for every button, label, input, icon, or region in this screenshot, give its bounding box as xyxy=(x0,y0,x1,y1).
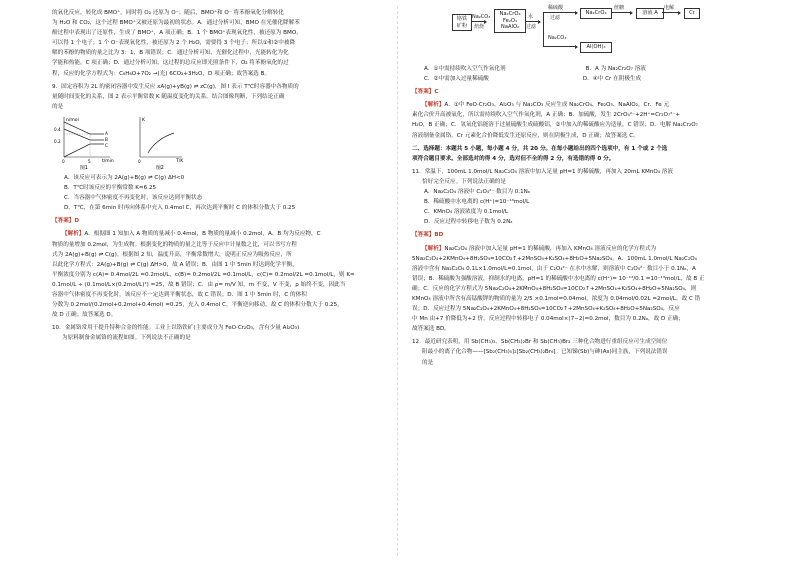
q11-jiexi-line: 确；C．反应的化学方程式为 5Na₂C₂O₄+2KMnO₄+8H₂SO₄=10CO₂↑+2MnSO₄+K₂SO₄+8H₂O+5Na₂SO₄，则 xyxy=(412,285,697,292)
q9-figures-svg xyxy=(52,113,202,171)
q10-jiexi-line xyxy=(412,100,750,110)
q9-option-d: D．T℃，在第 6min 时再向体系中充入 0.4mol C，再次达到平衡时 C 的体积分数大于 0.25 xyxy=(64,205,296,212)
q9-stem: 9．固定容积为 2L 的密闭容器中发生反应 xA(g)+yB(g) ⇌ zC(g)，图 I 表示 T℃时容器中各物质的 xyxy=(52,83,299,90)
q9-stem: 的是 xyxy=(52,103,64,110)
q9-answer: 【答案】D xyxy=(52,218,80,225)
q10-option-cd xyxy=(412,74,750,84)
fig1-y-label: n/mol xyxy=(66,117,79,123)
flow-arrow-2 xyxy=(526,21,540,22)
q9-figures xyxy=(52,113,388,171)
flow-step5: 电解 xyxy=(664,5,675,11)
q11-jiexi-line: KMnO₄ 溶液中所含有高锰酸钾的物质的量为 2/5 ×0.1mol=0.04mol，浓度为 0.04mol/0.02L =2mol/L，故 C 错 xyxy=(412,295,701,302)
q10-option-c: C．②中需加入过量稀硫酸 xyxy=(424,76,489,83)
q11-jiexi-label: 【解析】 xyxy=(422,245,445,252)
q9-option-c: C．当容器中气体密度不再变化时，该反应达到平衡状态 xyxy=(64,195,203,202)
q11-jiexi-line: 5Na₂C₂O₄+2KMnO₄+8H₂SO₄=10CO₂↑+2MnSO₄+K₂SO₄+8H₂O+5Na₂SO₄。A．100mL 1.0mol/L Na₂C₂O₄ xyxy=(412,255,697,262)
q11-jiexi-text: Na₂C₂O₄ 溶液中加入足量 pH=1 的稀硫酸，再加入 KMnO₄ 溶液反应的化学方程式为 xyxy=(444,245,657,252)
q11-jiexi-line: 中 Mn 由+7 价降低为+2 价，反应过程中转移电子 0.04mol×(7−2)=0.2mol，数目为 0.2Nₐ，故 D 正确； xyxy=(412,316,684,323)
q11-option-c: C．KMnO₄ 溶液浓度为 0.1mol/L xyxy=(424,209,509,216)
flow-mix-line: Fe₂O₃ xyxy=(502,17,518,24)
flow-final: Cr xyxy=(684,8,700,19)
fig1-tick-0.2: 0.2 xyxy=(54,138,61,144)
fig2-x-label: T/K xyxy=(176,158,184,164)
q11-stem: 恰好完全反应。下列说法正确的是 xyxy=(422,178,506,185)
figure-1 xyxy=(54,117,114,171)
q9-jiexi-label: 【解析】 xyxy=(62,231,85,238)
q9-jiexi-text: A．根据图 1 知加入 A 物质的量减小 0.4mol，B 物质的量减小 0.2mol，A、B 均为反应物，C xyxy=(84,231,321,238)
q9-jiexi-line: 平衡浓度分别为 c(A)= 0.4mol/2L =0.2mol/L，c(B)= 0.2mol/2L =0.1mol/L，c(C)= 0.2mol/2L =0.1mol/L，则 K= xyxy=(52,271,355,278)
flow-water: 水 xyxy=(528,14,534,20)
fig1-origin: 0 xyxy=(62,158,65,164)
right-column xyxy=(412,5,750,368)
fig2-caption: 图2 xyxy=(156,165,164,171)
q11-stem: 11．常温下，100mL 1.0mol/L Na₂C₂O₄ 溶液中加入足量 pH=1 的稀硫酸，再加入 20mL KMnO₄ 溶液 xyxy=(412,168,673,175)
q10-jiexi-line: 素化合价升高被氧化，所以需持续吹入空气作氧化剂，A 正确；B．加硫酸，发生 2CrO₄²⁻+2H⁺=Cr₂O₇²⁻+ xyxy=(412,112,681,119)
fig2-origin: 0 xyxy=(138,158,141,164)
flow-product1: Na₂CrO₄ xyxy=(580,8,612,19)
flow-filter: 过滤 xyxy=(526,24,537,30)
q9-jiexi-line: 容器中气体密度不再变化时，该反应不一定达到平衡状态，故 C 错误；D．图 1 中 5min 时，C 的体积 xyxy=(52,291,307,298)
fig1-label-C: C xyxy=(105,142,108,148)
q11-option-a: A．Na₂C₂O₄ 溶液中 C₂O₄²⁻ 数目为 0.1Nₐ xyxy=(424,189,531,196)
q10-option-ab xyxy=(412,64,750,74)
q12-stem: 的是 xyxy=(422,359,434,366)
fig2-y-label: K xyxy=(142,117,145,123)
q11-jiexi-line: 误；D．反应过程为 5Na₂C₂O₄+2KMnO₄+8H₂SO₄=10CO₂↑+2MnSO₄+K₂SO₄+8H₂O+5Na₂SO₄，反应 xyxy=(412,306,680,313)
intro-line: 为 H₂O 和 CO₂，这个过程 BMO⁺又被还原为最初的状态。A．通过分析可知，BMO 在光催化降解苯 xyxy=(52,20,300,27)
q9-jiexi-line: 0.1mol/L ÷ (0.1mol/L×(0.2mol/L)²) =25，故 B 错误；C．由 ρ= m/V 知，m 不变，V 不变，ρ 始终不变，因此当 xyxy=(52,281,346,288)
q11-jiexi-line: 故答案选 BD。 xyxy=(412,326,450,333)
flow-arrow-3 xyxy=(543,12,577,13)
flow-mix-line: Na₂CrO₄ xyxy=(499,11,521,17)
intro-line: 的氧化反应，转化成 BMO⁺，同时将 O₂ 还原为 O⁻；随后，BMO⁺和 O⁻ 将苯酚氧化分解转化 xyxy=(52,10,284,16)
q10-option-d: D．④中 Cr 在阴极生成 xyxy=(582,76,642,83)
section2-heading: 项符合题目要求。全部选对的得 4 分，选对但不全的得 2 分，有选错的得 0 分。 xyxy=(412,155,615,162)
flow-branch-line xyxy=(543,12,544,46)
q11-answer: 【答案】BD xyxy=(412,232,444,239)
flow-reductant: 蔗糖 xyxy=(614,5,625,11)
q11-jiexi-line xyxy=(412,244,750,254)
q10-jiexi-label: 【解析】 xyxy=(422,102,445,109)
intro-line: 学能和热能，C 项正确；D．通过分析可知，这过程的总反应即光照条件下，O₂ 将苯酚氧化的过 xyxy=(52,60,289,67)
q11-option-b: B．稀硫酸中水电离的 c(H⁺)=10⁻¹³mol/L xyxy=(424,199,530,206)
q9-jiexi-line: 式为 2A(g)+B(g) ⇌ C(g)。根据图 2 知，温度升高，平衡常数增大，说明正反应为吸热反应，所 xyxy=(52,251,292,258)
q10-option-a: A．①中需持续吹入空气作氧化剂 xyxy=(424,66,506,72)
flow-mix-line: NaAlO₂ xyxy=(500,24,520,31)
column-divider xyxy=(397,6,398,556)
flow-reagent2: Na₂CO₃ xyxy=(548,35,567,41)
flow-acid: 稀硫酸 xyxy=(548,5,564,11)
fig1-caption: 图1 xyxy=(80,165,88,171)
q10-stem: 为原料制备金属铬的流程如图。下列说法不正确的是 xyxy=(62,335,191,342)
flow-arrow-5 xyxy=(612,12,632,13)
intro-line: 可以得 1 个电子；1 个 O⁻表现氧化性，被还原为 2 个 H₂O，需要得 3 个电子；所以①和②中被降 xyxy=(52,40,296,47)
q11-option-d: D．反应过程中转移电子数为 0.2Nₐ xyxy=(424,219,513,226)
figure-2 xyxy=(138,117,184,171)
fig1-curve-C xyxy=(64,144,104,157)
flow-solution: 溶液 A xyxy=(636,8,664,19)
fig1-tick-5: 5 xyxy=(88,158,91,164)
flow-ore: 铬铁矿粉 xyxy=(452,14,472,31)
q12-stem: 阻最小的离子化合物——[Sb₂(CH₃)₅]₂[Sb₂(CH₃)₂Br₆]。已知锑(Sb)与砷(As)同主族，下列说法错误 xyxy=(422,349,668,356)
flow-filter2: 过滤 xyxy=(550,15,561,21)
fig1-curve-B xyxy=(64,129,104,140)
fig2-curve xyxy=(148,133,174,153)
q10-option-b: B．A 为 Na₂Cr₂O₇ 溶液 xyxy=(585,66,646,72)
q10-flowchart xyxy=(412,5,750,62)
flow-arrow-4 xyxy=(543,46,577,47)
section2-heading: 二、选择题：本题共 5 小题，每小题 4 分，共 20 分。在每小题给出的四个选项中，有 1 个或 2 个选 xyxy=(412,145,668,152)
flow-product2: Al(OH)₃ xyxy=(580,42,612,53)
q10-jiexi-line: H₂O，B 正确；C．氢氧化铝能溶于过量硫酸生成硫酸铝，②中加入的稀硫酸应为适量，C 错误；D．电解 Na₂Cr₂O₇ xyxy=(412,122,698,129)
q9-stem: 量随时间变化的关系，图 2 表示平衡常数 K 随温度变化的关系。结合图像判断，下列结论正确 xyxy=(52,93,285,100)
left-column xyxy=(52,8,388,343)
intro-line: 解的苯酚的物质的量之比为 3：1，B 项错误；C．通过分析可知，光催化过程中，光能转化为化 xyxy=(52,50,289,57)
flow-arrow-6 xyxy=(662,12,680,13)
q9-jiexi-line: 分数为 0.2mol/(0.2mol+0.2mol+0.4mol) =0.25，充入 0.4mol C，平衡逆向移动，故 C 的体积分数大于 0.25， xyxy=(52,302,343,309)
fig1-label-B: B xyxy=(105,136,108,142)
fig1-tick-0.4: 0.4 xyxy=(54,126,61,132)
q9-jiexi-line xyxy=(52,229,388,239)
flow-mix xyxy=(494,9,526,33)
q12-stem: 12．最近研究表明，用 Sb(CH₃)₃、Sb(CH₃)₂Br 和 Sb(CH₃)Br₂ 三种化合物进行重组反应可生成空间位 xyxy=(412,339,668,346)
flow-step1: 焙烧 xyxy=(474,24,485,30)
flow-reagent1: Na₂CO₃ xyxy=(472,14,491,20)
q10-jiexi-text: A．①中 FeO·Cr₂O₃、Al₂O₃ 与 Na₂CO₃ 反应生成 Na₂CrO₄、Fe₂O₃、NaAlO₂，Cr、Fe 元 xyxy=(444,102,670,109)
q9-jiexi-line: 以此化学方程式：2A(g)+B(g) ⇌ C(g) ΔH>0，故 A 错误；B．由图 1 中 5min 时达到化学平衡， xyxy=(52,261,298,268)
q10-answer: 【答案】C xyxy=(412,89,439,96)
q9-option-b: B．T℃时该反应的平衡常数 K=6.25 xyxy=(64,185,157,192)
q9-option-a: A．该反应可表示为 2A(g)+B(g) ⇌ C(g) ΔH<0 xyxy=(64,174,185,181)
fig1-label-A: A xyxy=(105,130,108,136)
fig1-x-label: t/min xyxy=(102,158,114,164)
fig1-curve-A xyxy=(64,122,104,134)
intro-line: 酚过程中表现出了还原性，生成了 BMO⁺，A 项正确；B．1 个 BMO⁺表现氧化性，被还原为 BMO， xyxy=(52,30,302,37)
q9-jiexi-line: 物质的量增加 0.2mol，为生成物。根据变化的物质的量之比等于反应中计量数之比，可以书写方程 xyxy=(52,241,297,248)
q11-jiexi-line: 溶液中含有 Na₂C₂O₄ 0.1L×1.0mol/L=0.1mol，由于 C₂O₄²⁻ 在水中水解，则溶液中 C₂O₄²⁻ 数目小于 0.1Nₐ，A xyxy=(412,265,696,272)
q9-jiexi-line: 故 D 正确；故答案选 D。 xyxy=(52,312,117,319)
intro-line: 程，反应的化学方程式为：C₆H₆O+7O₂ →(光) 6CO₂+3H₂O，D 项正确；故答案选 B。 xyxy=(52,70,271,77)
q10-jiexi-line: 溶液制备金属铬，Cr 元素化合价降低发生还原反应，则在阴极生成，D 正确；故答案选 C。 xyxy=(412,132,639,139)
q11-jiexi-line: 错误；B．稀硫酸为强酸溶液，抑制水的电离，pH=1 的稀硫酸中水电离的 c(H⁺)= 10⁻¹⁴/0.1 =10⁻¹³mol/L，故 B 正 xyxy=(412,275,705,282)
flow-arrow-1 xyxy=(472,21,486,22)
q10-stem: 10．金属铬常用于提升特种合金的性能。工业上以铬铁矿(主要成分为 FeO·Cr₂O₃，含有少量 Al₂O₃) xyxy=(52,325,300,332)
